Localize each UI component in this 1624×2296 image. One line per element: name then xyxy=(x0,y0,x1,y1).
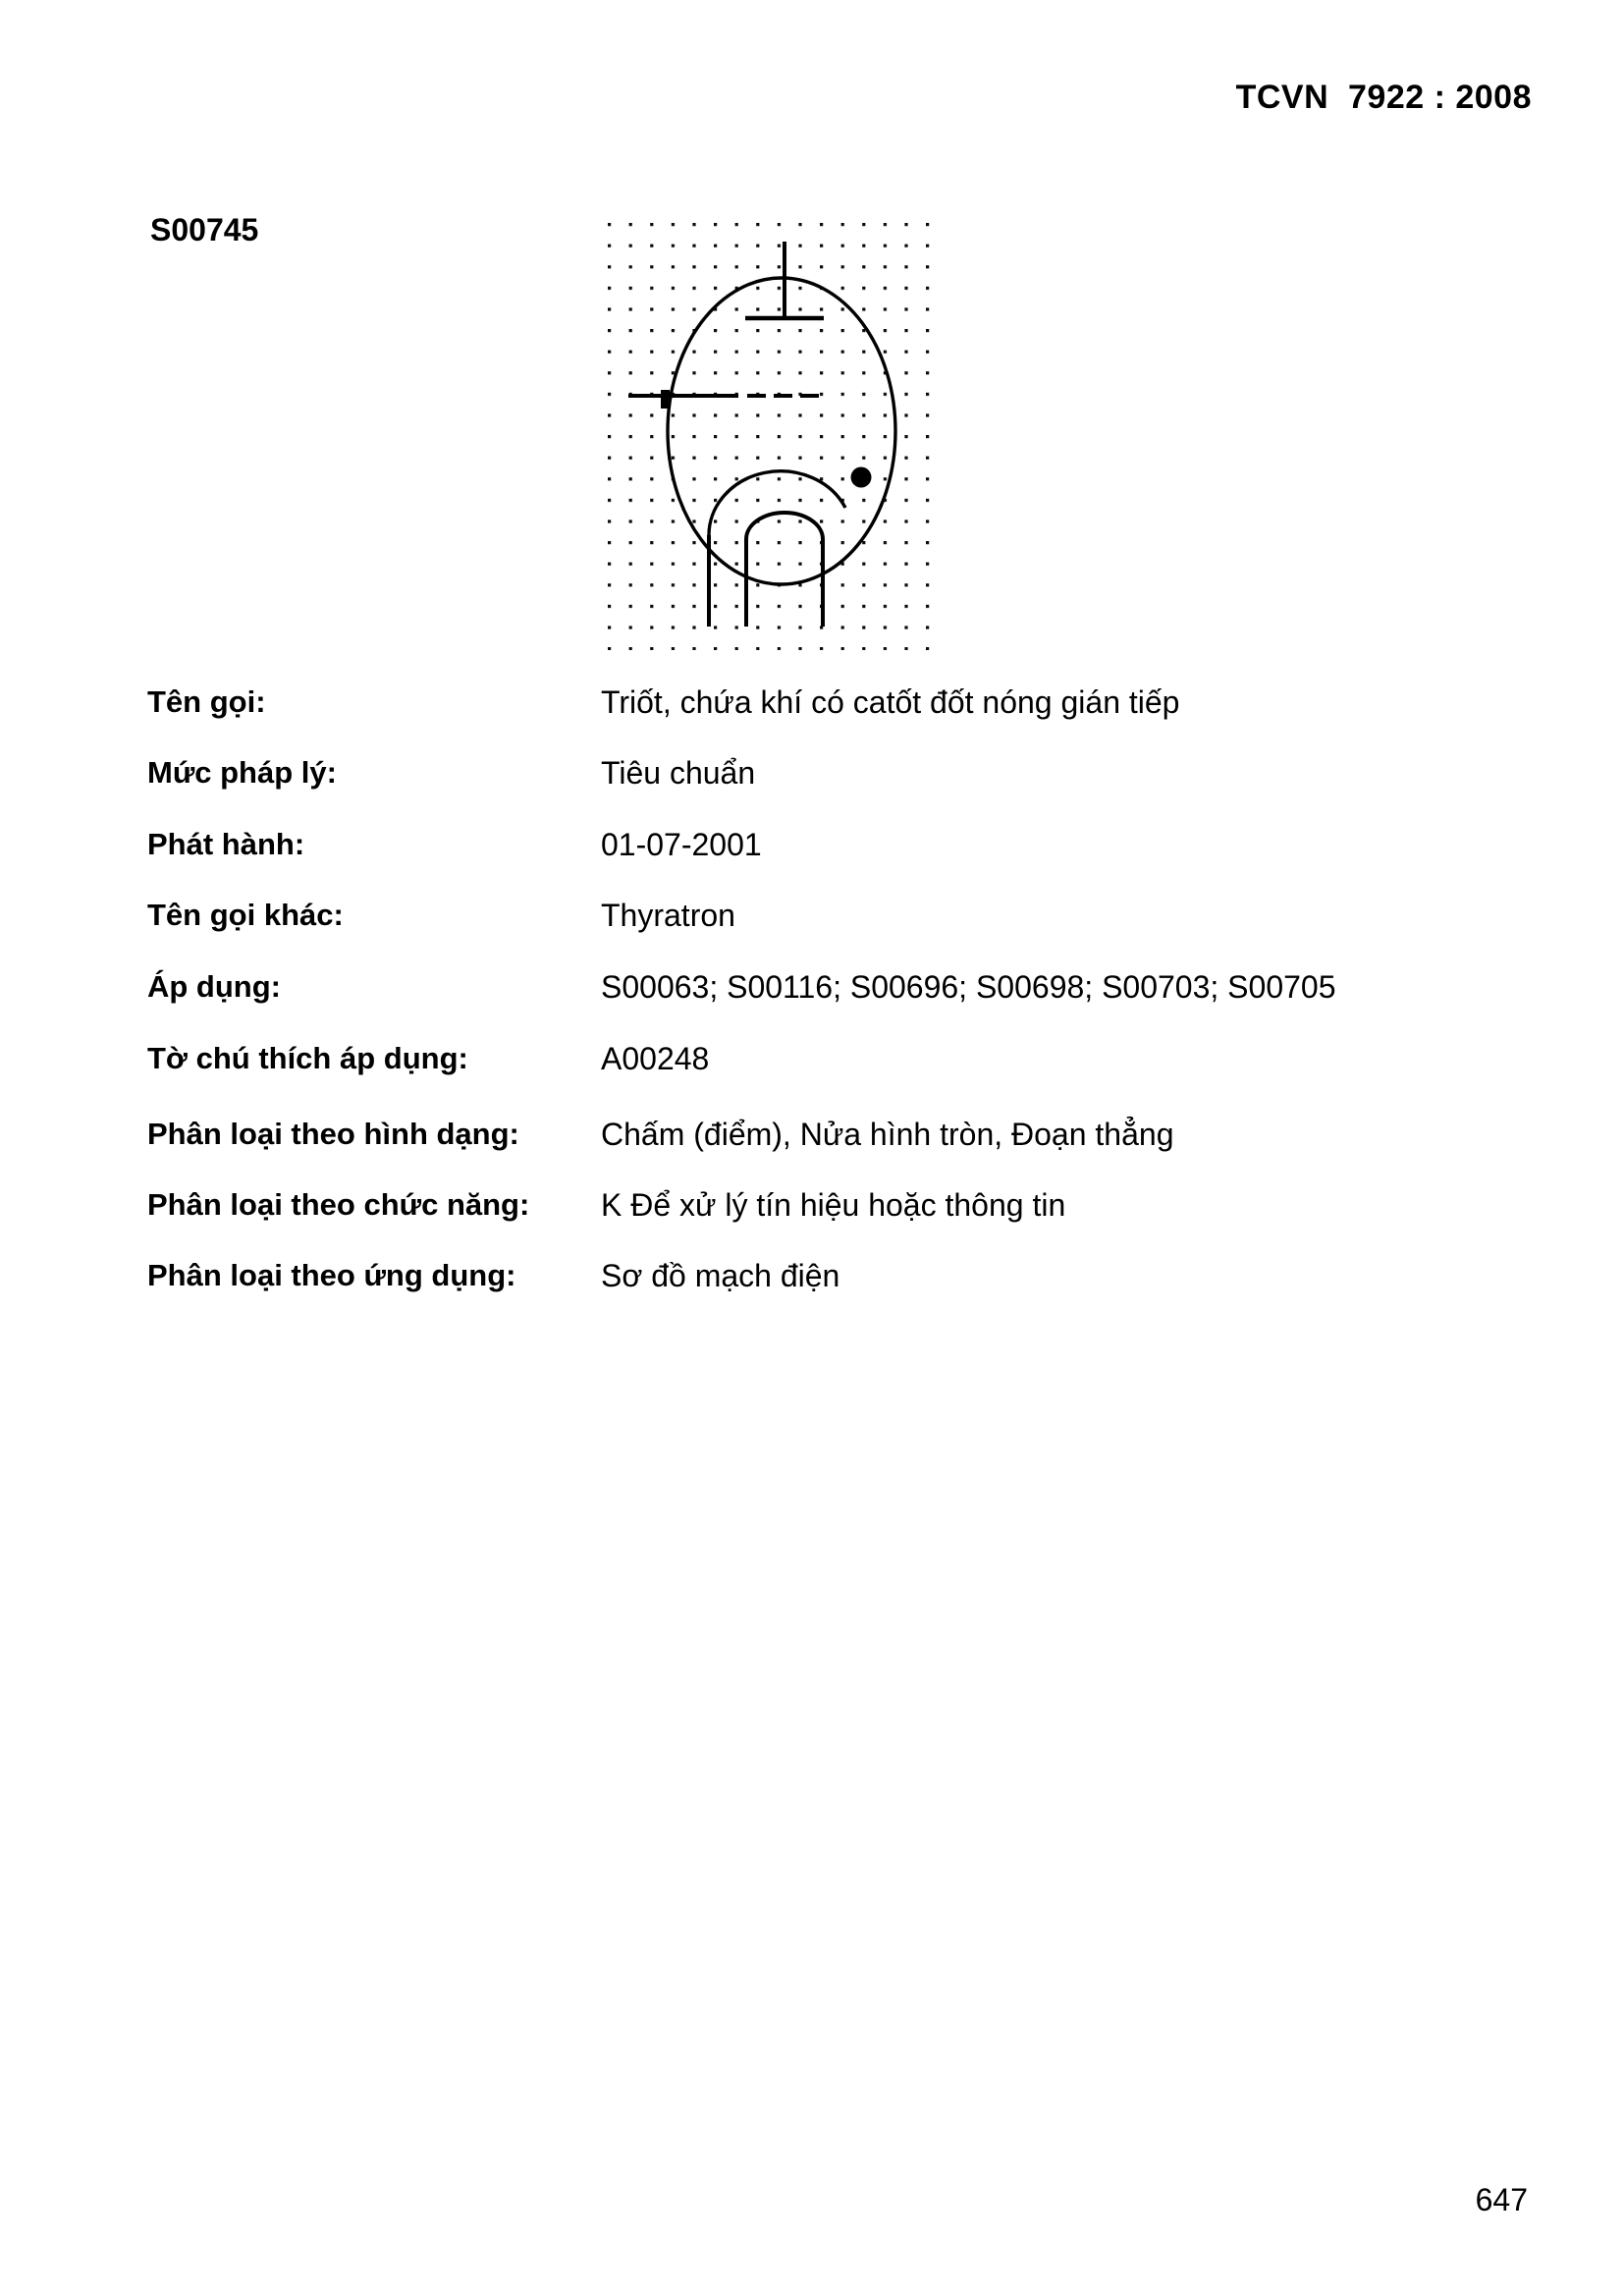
field-value: Thyratron xyxy=(601,898,735,933)
field-row xyxy=(0,898,1624,957)
field-value: S00063; S00116; S00696; S00698; S00703; S00705 xyxy=(601,969,1336,1005)
field-row xyxy=(0,1041,1624,1100)
field-label: Phân loại theo ứng dụng: xyxy=(147,1258,516,1292)
field-label: Phân loại theo chức năng: xyxy=(147,1187,530,1222)
field-value: Triốt, chứa khí có catốt đốt nóng gián tiếp xyxy=(601,684,1180,720)
field-value: Tiêu chuẩn xyxy=(601,755,756,791)
field-row xyxy=(0,969,1624,1028)
field-value: A00248 xyxy=(601,1041,710,1076)
field-value: Chấm (điểm), Nửa hình tròn, Đoạn thẳng xyxy=(601,1117,1174,1152)
field-label: Tờ chú thích áp dụng: xyxy=(147,1041,468,1075)
gas-filled-indicator-dot xyxy=(851,467,872,488)
field-label: Mức pháp lý: xyxy=(147,755,337,790)
dot-grid-background xyxy=(606,221,931,650)
field-row xyxy=(0,755,1624,814)
symbol-diagram xyxy=(0,0,1624,687)
field-value: 01-07-2001 xyxy=(601,827,762,862)
field-label: Phát hành: xyxy=(147,827,305,861)
field-label: Áp dụng: xyxy=(147,969,282,1004)
field-row xyxy=(0,1117,1624,1175)
field-value: Sơ đồ mạch điện xyxy=(601,1258,840,1293)
field-row xyxy=(0,1258,1624,1317)
grid-envelope-junction xyxy=(661,390,670,409)
field-label: Tên gọi khác: xyxy=(147,898,344,932)
field-row xyxy=(0,827,1624,886)
standard-number-header: TCVN 7922 : 2008 xyxy=(1235,79,1532,116)
field-row xyxy=(0,684,1624,743)
field-label: Tên gọi: xyxy=(147,684,266,719)
field-row xyxy=(0,1187,1624,1246)
field-value: K Để xử lý tín hiệu hoặc thông tin xyxy=(601,1187,1066,1223)
page-number: 647 xyxy=(1475,2182,1528,2217)
symbol-id-label: S00745 xyxy=(150,212,259,247)
field-label: Phân loại theo hình dạng: xyxy=(147,1117,519,1151)
